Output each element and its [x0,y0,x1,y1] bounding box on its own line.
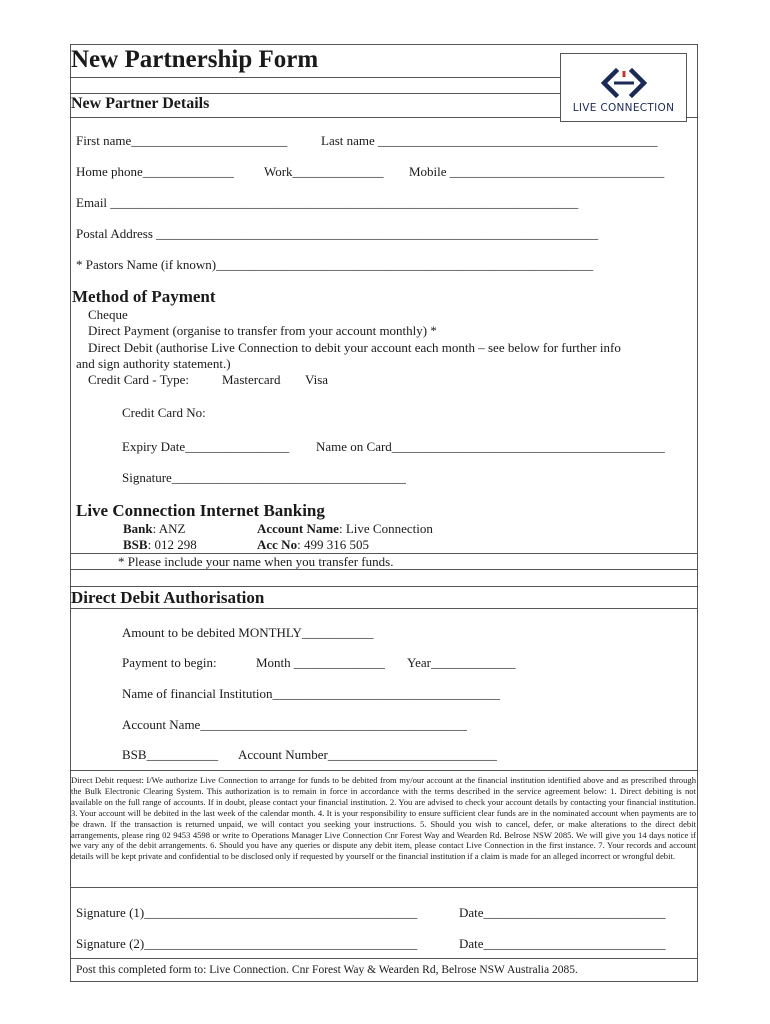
bsb-number: BSB: 012 298 [123,537,197,552]
logo [560,53,687,122]
account-number: Acc No: 499 316 505 [257,537,369,552]
debit-account-name-field[interactable]: Account Name_________________________________________ [122,717,467,732]
expiry-date-field[interactable]: Expiry Date________________ [122,439,290,454]
divider [70,93,560,94]
divider [70,569,698,570]
bank-name: Bank: ANZ [123,521,186,536]
date-2-field[interactable]: Date____________________________ [459,936,666,951]
payment-begin-label: Payment to begin: [122,655,217,670]
signature-2-field[interactable]: Signature (2)__________________________________________ [76,936,418,951]
divider [70,77,560,78]
direct-debit-heading: Direct Debit Authorisation [71,588,265,607]
partner-details-heading: New Partner Details [71,95,210,112]
direct-payment-option[interactable]: Direct Payment (organise to transfer from your account monthly) * [88,323,437,338]
visa-option[interactable]: Visa [305,372,329,387]
email-field[interactable]: Email ________________________________________________________________________ [76,195,579,210]
signature-1-field[interactable]: Signature (1)__________________________________________ [76,905,418,920]
direct-debit-option[interactable]: Direct Debit (authorise Live Connection to debit your account each month – see below for further info [88,340,621,355]
name-on-card-field[interactable]: Name on Card__________________________________________ [316,439,665,454]
banking-heading: Live Connection Internet Banking [76,501,325,520]
live-connection-logo-icon [598,66,650,100]
payment-heading: Method of Payment [72,287,216,306]
work-phone-field[interactable]: Work______________ [264,164,384,179]
divider [70,770,698,771]
credit-card-type-label: Credit Card - Type: [88,372,190,387]
begin-month-field[interactable]: Month ______________ [256,655,385,670]
home-phone-field[interactable]: Home phone______________ [76,164,234,179]
transfer-note: * Please include your name when you transfer funds. [118,554,394,569]
postal-address-field[interactable]: Postal Address ____________________________________________________________________ [76,226,599,241]
cheque-option[interactable]: Cheque [88,307,128,322]
credit-card-number-field[interactable]: Credit Card No: [122,405,206,420]
card-signature-field[interactable]: Signature____________________________________ [122,470,406,485]
account-name: Account Name: Live Connection [257,521,433,536]
pastors-name-field[interactable]: * Pastors Name (if known)__________________________________________________________ [76,257,594,272]
financial-institution-field[interactable]: Name of financial Institution___________________________________ [122,686,501,701]
begin-year-field[interactable]: Year_____________ [407,655,516,670]
divider [70,958,698,959]
divider [70,887,698,888]
mobile-field[interactable]: Mobile _________________________________ [409,164,665,179]
debit-account-number-field[interactable]: Account Number__________________________ [238,747,497,762]
first-name-field[interactable]: First name________________________ [76,133,288,148]
direct-debit-terms: Direct Debit request: I/We authorize Live Connection to arrange for funds to be debited from my/our account at the financial institution identified above and as prescribed through the Bulk Electronic Clearing System. This authorization is to remain in force in accordance with the terms described in the service agreement below: 1. Direct debiting is not available on the full range of accounts. If in doubt, please contact your financial institution. 2. You are advised to check your account details by contacting your financial institution. 3. Your account will be debited in the last week of the calendar month. 4. It is your responsibility to ensure sufficient clear funds are in the nominated account when payments are to be drawn. If the transaction is returned unpaid, we will contact you seeking your instructions. 5. Should you wish to cancel, defer, or make alterations to the direct debit arrangements, please ring 02 9453 4598 or write to Operations Manager Live Connection Cnr Forest Way and Wearden Rd. Belrose NSW 2085. We will give you 14 days notice if we vary any of the debit arrangements. 6. Should you have any queries or dispute any debit item, please contact Live Connection in the first instance. 7. Your records and account details will be kept private and confidential to be disclosed only if requested by yourself or the financial institution if a claim is made for an alleged incorrect or wrongful debit. [71,775,696,862]
date-1-field[interactable]: Date____________________________ [459,905,666,920]
post-address-note: Post this completed form to: Live Connection. Cnr Forest Way & Wearden Rd, Belrose NSW Australia 2085. [76,964,578,976]
mastercard-option[interactable]: Mastercard [222,372,281,387]
divider [70,608,698,609]
debit-bsb-field[interactable]: BSB___________ [122,747,219,762]
last-name-field[interactable]: Last name ___________________________________________ [321,133,658,148]
monthly-amount-field[interactable]: Amount to be debited MONTHLY___________ [122,625,374,640]
page-title: New Partnership Form [71,46,319,73]
direct-debit-option-cont: and sign authority statement.) [76,356,231,371]
logo-text: LIVE CONNECTION [572,102,675,114]
divider [70,586,698,587]
